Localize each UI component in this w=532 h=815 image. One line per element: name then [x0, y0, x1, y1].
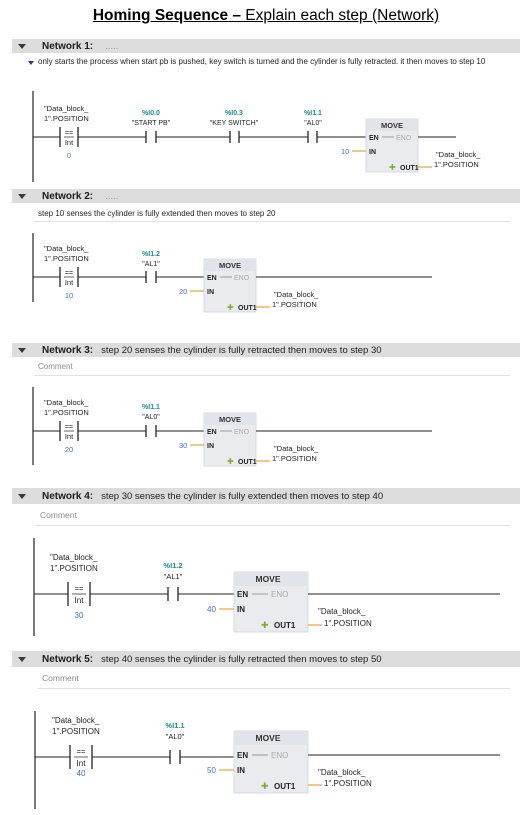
- compare-operand-1: "Data_block_: [44, 104, 89, 113]
- move-in-value: 10: [341, 147, 350, 156]
- network-2-rung: [12, 189, 520, 312]
- compare-int-label: Int: [64, 138, 74, 147]
- contact-address: %I0.0: [142, 110, 160, 117]
- contact-address: %I0.3: [225, 110, 243, 117]
- network-header-comment[interactable]: step 20 senses the cylinder is fully retracted then moves to step 30: [101, 344, 382, 356]
- contact-name: "AL1": [142, 261, 160, 268]
- network-4: [12, 488, 520, 638]
- network-3-rung: [12, 343, 520, 467]
- network-header-comment[interactable]: step 30 senses the cylinder is fully extended then moves to step 40: [101, 490, 384, 502]
- out-icon: ✚: [261, 620, 269, 630]
- network-description[interactable]: step 10 senses the cylinder is fully extended then moves to step 20: [38, 209, 276, 218]
- out-operand-1: "Data_block_: [274, 290, 319, 299]
- compare-eq-symbol: ==: [64, 424, 74, 431]
- move-en: EN: [207, 275, 217, 282]
- out-operand-2: 1".POSITION: [324, 619, 372, 628]
- move-eno: ENO: [271, 590, 289, 599]
- move-title: MOVE: [255, 574, 281, 584]
- out-icon: ✚: [261, 781, 269, 791]
- compare-operand-1: "Data_block_: [44, 398, 89, 407]
- contact-name: "AL0": [304, 120, 322, 127]
- compare-eq-symbol: ==: [74, 584, 84, 593]
- move-in: IN: [207, 443, 214, 450]
- compare-value: 20: [64, 445, 74, 454]
- network-4-rung: [12, 488, 520, 638]
- contact-name: "AL1": [163, 572, 183, 581]
- page-title-bold: Homing Sequence –: [92, 7, 241, 24]
- network-title: Network 2:: [42, 190, 94, 202]
- move-eno: ENO: [234, 275, 250, 282]
- compare-operand-2: 1".POSITION: [52, 727, 100, 736]
- contact-address: %I1.1: [304, 110, 322, 117]
- compare-int-label: Int: [74, 596, 84, 605]
- move-en: EN: [207, 429, 217, 436]
- move-in-value: 50: [207, 766, 216, 775]
- compare-eq-symbol: ==: [76, 747, 86, 756]
- move-out1: OUT1: [274, 621, 296, 630]
- compare-operand-1: "Data_block_: [44, 244, 89, 253]
- compare-value: 40: [76, 769, 86, 778]
- network-3: [12, 343, 520, 467]
- comment-field[interactable]: Comment: [36, 508, 510, 526]
- compare-int-label: Int: [64, 432, 74, 441]
- compare-eq-symbol: ==: [64, 130, 74, 137]
- network-5: [12, 651, 520, 811]
- network-title-dots: .....: [105, 190, 119, 202]
- network-2: [12, 189, 520, 312]
- out-operand-1: "Data_block_: [274, 444, 319, 453]
- compare-operand-2: 1".POSITION: [44, 254, 89, 263]
- network-5-rung: [12, 651, 520, 811]
- out-operand-2: 1".POSITION: [324, 779, 372, 788]
- move-in: IN: [207, 289, 214, 296]
- page-title: [0, 6, 532, 26]
- contact-address: %I1.1: [142, 404, 160, 411]
- compare-eq-symbol: ==: [64, 270, 74, 277]
- move-in-value: 30: [179, 441, 188, 450]
- contact-address: %I1.1: [165, 721, 185, 730]
- compare-operand-1: "Data_block_: [50, 553, 98, 562]
- compare-value: 30: [74, 611, 84, 620]
- move-in: IN: [237, 605, 245, 614]
- network-title-dots: .....: [105, 40, 119, 52]
- move-out1: OUT1: [400, 165, 419, 172]
- out-icon: ✚: [227, 303, 234, 312]
- network-title: Network 5:: [42, 653, 94, 665]
- network-description[interactable]: only starts the process when start pb is pushed, key switch is turned and the cylinder is fully retracted. it then moves to step 10: [38, 57, 486, 66]
- comment-field[interactable]: Comment: [38, 671, 510, 689]
- contact-name: "START PB": [131, 120, 171, 127]
- move-out1: OUT1: [238, 459, 257, 466]
- comment-field[interactable]: Comment: [34, 360, 510, 376]
- contact-address: %I1.2: [163, 561, 183, 570]
- network-header-comment[interactable]: step 40 senses the cylinder is fully retracted then moves to step 50: [101, 653, 382, 665]
- compare-operand-1: "Data_block_: [52, 716, 100, 725]
- out-operand-2: 1".POSITION: [272, 454, 317, 463]
- network-1: [12, 39, 520, 184]
- move-title: MOVE: [380, 121, 404, 130]
- contact-name: "AL0": [142, 414, 160, 421]
- page-title-rest: Explain each step (Network): [241, 7, 440, 24]
- compare-int-label: Int: [76, 759, 86, 768]
- move-title: MOVE: [255, 733, 281, 743]
- contact-address: %I1.2: [142, 251, 160, 258]
- move-in-value: 20: [179, 287, 188, 296]
- move-eno: ENO: [271, 751, 289, 760]
- move-eno: ENO: [396, 135, 412, 142]
- move-title: MOVE: [218, 261, 242, 270]
- move-in: IN: [369, 149, 376, 156]
- move-en: EN: [369, 135, 379, 142]
- out-operand-1: "Data_block_: [318, 768, 366, 777]
- network-1-rung: [12, 39, 520, 184]
- move-en: EN: [237, 590, 249, 599]
- contact-name: "KEY SWITCH": [209, 120, 259, 127]
- out-operand-2: 1".POSITION: [434, 160, 479, 169]
- contact-name: "AL0": [165, 732, 185, 741]
- out-operand-1: "Data_block_: [436, 150, 481, 159]
- compare-operand-2: 1".POSITION: [44, 408, 89, 417]
- move-eno: ENO: [234, 429, 250, 436]
- network-title: Network 4:: [42, 490, 94, 502]
- move-out1: OUT1: [238, 305, 257, 312]
- compare-value: 10: [64, 291, 74, 300]
- out-operand-2: 1".POSITION: [272, 300, 317, 309]
- compare-value: 0: [66, 151, 72, 160]
- network-title: Network 3:: [42, 344, 94, 356]
- out-icon: ✚: [389, 163, 396, 172]
- out-icon: ✚: [227, 457, 234, 466]
- network-title: Network 1:: [42, 40, 94, 52]
- compare-int-label: Int: [64, 278, 74, 287]
- move-in-value: 40: [207, 605, 216, 614]
- out-operand-1: "Data_block_: [318, 607, 366, 616]
- compare-operand-2: 1".POSITION: [44, 114, 89, 123]
- move-en: EN: [237, 751, 249, 760]
- move-out1: OUT1: [274, 782, 296, 791]
- compare-operand-2: 1".POSITION: [50, 564, 98, 573]
- move-title: MOVE: [218, 415, 242, 424]
- move-in: IN: [237, 766, 245, 775]
